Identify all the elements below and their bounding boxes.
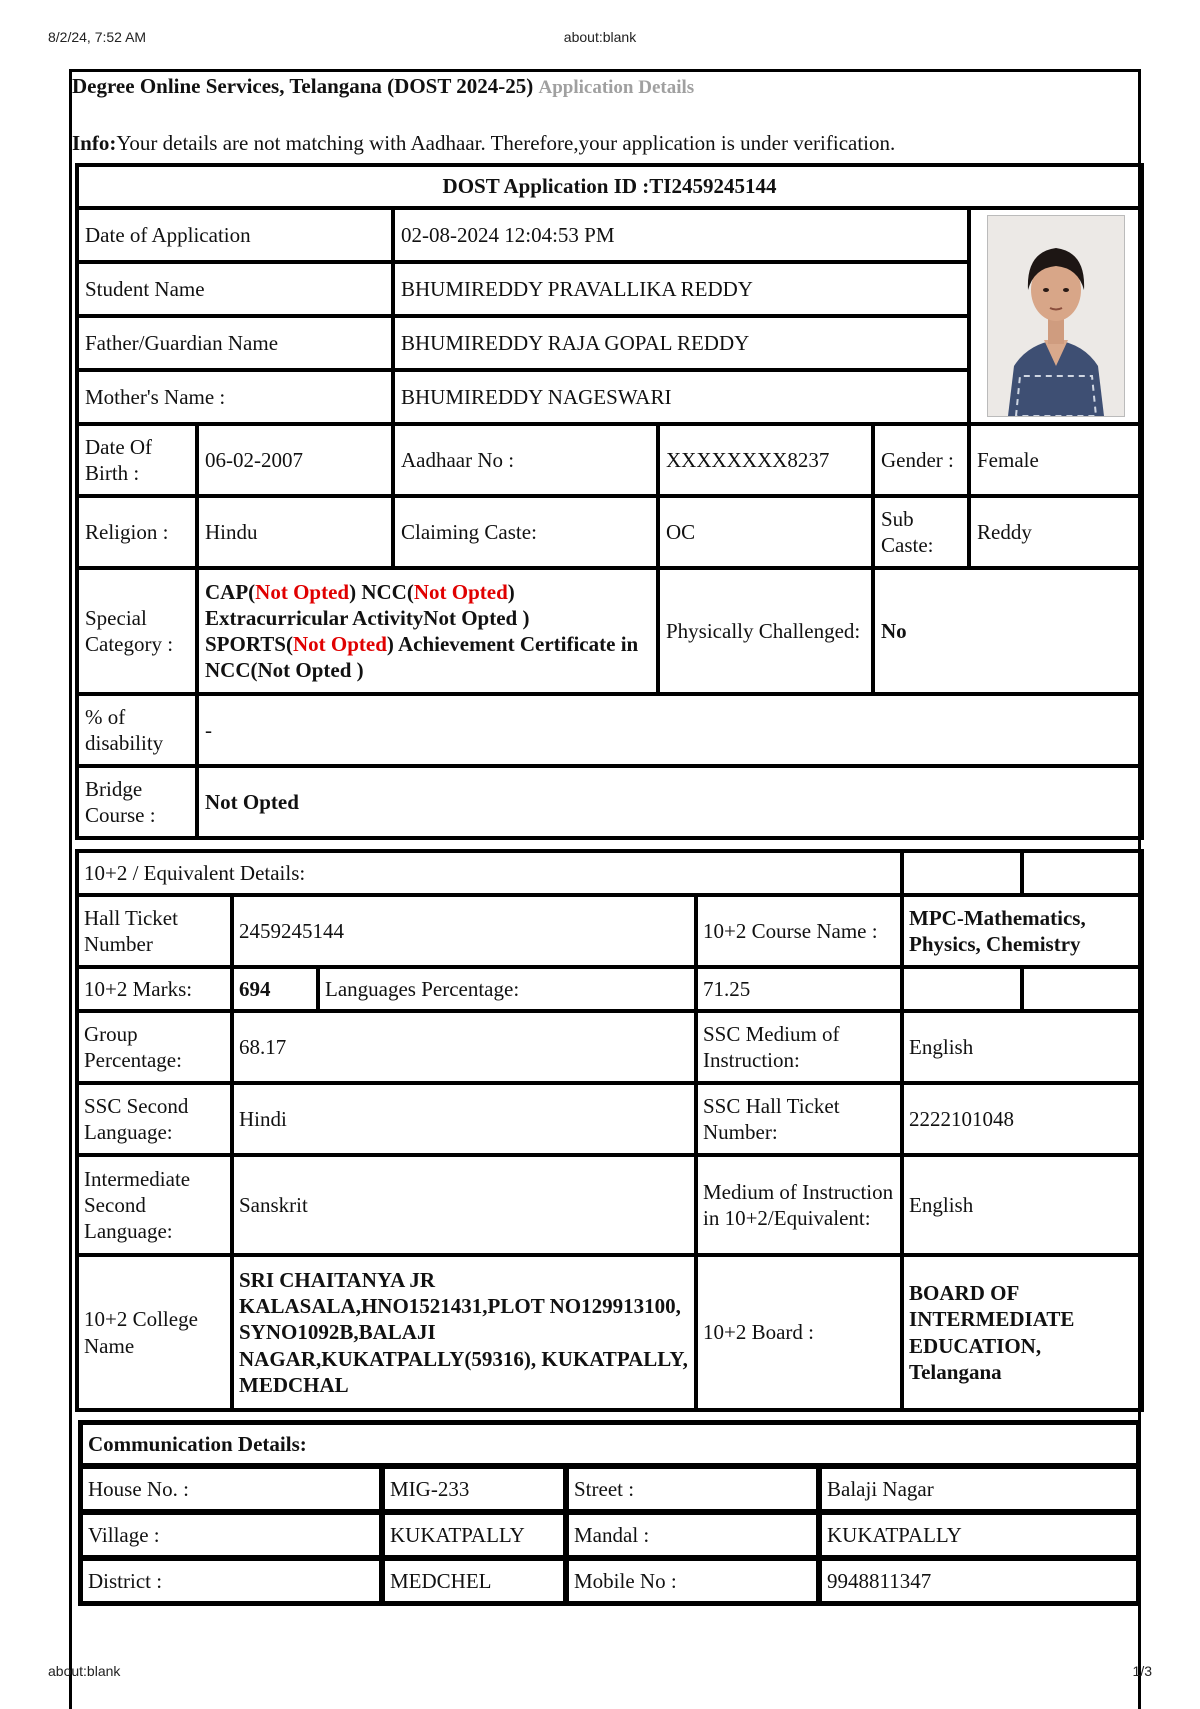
disability-label: % of disability — [77, 694, 197, 766]
hall-ticket-label: Hall Ticket Number — [77, 895, 232, 967]
medium-12-value: English — [902, 1155, 1142, 1255]
ssc-second-language-value: Hindi — [232, 1083, 696, 1155]
dob-label: Date Of Birth : — [77, 424, 197, 496]
district-label: District : — [80, 1558, 382, 1604]
physically-challenged-label: Physically Challenged: — [658, 568, 873, 694]
info-label: Info: — [72, 131, 117, 155]
browser-print-header — [48, 29, 1152, 49]
aadhaar-value: XXXXXXXX8237 — [658, 424, 873, 496]
religion-label: Religion : — [77, 496, 197, 568]
browser-print-footer — [48, 1663, 1152, 1683]
special-category-label: Special Category : — [77, 568, 197, 694]
village-label: Village : — [80, 1512, 382, 1558]
subcaste-value: Reddy — [969, 496, 1142, 568]
page-subtitle: Application Details — [538, 77, 695, 98]
photo-cell — [969, 208, 1142, 424]
disability-value: - — [197, 694, 1142, 766]
ncc-status: Not Opted — [413, 579, 508, 604]
board-value: BOARD OF INTERMEDIATE EDUCATION, Telangana — [902, 1255, 1142, 1410]
sports-status: Not Opted — [292, 632, 387, 656]
education-section-label: 10+2 / Equivalent Details: — [77, 851, 902, 895]
languages-percentage-value: 71.25 — [696, 967, 902, 1011]
ssc-medium-value: English — [902, 1011, 1142, 1083]
student-name-label: Student Name — [77, 262, 393, 316]
mandal-label: Mandal : — [566, 1512, 819, 1558]
ssc-medium-label: SSC Medium of Instruction: — [696, 1011, 902, 1083]
ssc-hall-ticket-label: SSC Hall Ticket Number: — [696, 1083, 902, 1155]
date-of-application-value: 02-08-2024 12:04:53 PM — [393, 208, 969, 262]
physically-challenged-value: No — [873, 568, 1142, 694]
info-message — [72, 131, 895, 156]
district-value: MEDCHEL — [382, 1558, 566, 1604]
print-url: about:blank — [563, 29, 637, 45]
application-details-table — [75, 163, 1144, 840]
ssc-hall-ticket-value: 2222101048 — [902, 1083, 1142, 1155]
empty-cell — [1022, 851, 1142, 895]
caste-value: OC — [658, 496, 873, 568]
aadhaar-label: Aadhaar No : — [393, 424, 658, 496]
group-percentage-label: Group Percentage: — [77, 1011, 232, 1083]
application-id: DOST Application ID :TI2459245144 — [77, 165, 1142, 208]
house-label: House No. : — [80, 1466, 382, 1512]
bridge-course-value: Not Opted — [197, 766, 1142, 838]
course-label: 10+2 Course Name : — [696, 895, 902, 967]
street-value: Balaji Nagar — [819, 1466, 1139, 1512]
footer-url: about:blank — [48, 1663, 121, 1679]
ssc-second-language-label: SSC Second Language: — [77, 1083, 232, 1155]
gender-value: Female — [969, 424, 1142, 496]
communication-details-table — [78, 1420, 1141, 1606]
gender-label: Gender : — [873, 424, 969, 496]
dob-value: 06-02-2007 — [197, 424, 393, 496]
student-photo — [987, 215, 1125, 417]
mobile-label: Mobile No : — [566, 1558, 819, 1604]
marks-label: 10+2 Marks: — [77, 967, 232, 1011]
empty-cell — [902, 851, 1022, 895]
empty-cell — [902, 967, 1022, 1011]
subcaste-label: Sub Caste: — [873, 496, 969, 568]
special-category-value: CAP(Not Opted) NCC(Not Opted) Extracurricular ActivityNot Opted ) SPORTS(Not Opted) Achievement Certificate in NCC(Not Opted ) — [197, 568, 658, 694]
medium-12-label: Medium of Instruction in 10+2/Equivalent: — [696, 1155, 902, 1255]
father-name-value: BHUMIREDDY RAJA GOPAL REDDY — [393, 316, 969, 370]
info-text: Your details are not matching with Aadhaar. Therefore,your application is under verification. — [116, 131, 896, 155]
education-details-table — [75, 849, 1144, 1412]
caste-label: Claiming Caste: — [393, 496, 658, 568]
mandal-value: KUKATPALLY — [819, 1512, 1139, 1558]
father-name-label: Father/Guardian Name — [77, 316, 393, 370]
page-title: Degree Online Services, Telangana (DOST 2024-25) Application Details — [72, 74, 695, 98]
religion-value: Hindu — [197, 496, 393, 568]
mother-name-value: BHUMIREDDY NAGESWARI — [393, 370, 969, 424]
languages-percentage-label: Languages Percentage: — [318, 967, 696, 1011]
street-label: Street : — [566, 1466, 819, 1512]
inter-second-language-value: Sanskrit — [232, 1155, 696, 1255]
mobile-value: 9948811347 — [819, 1558, 1139, 1604]
communication-section-label: Communication Details: — [80, 1422, 1139, 1466]
bridge-course-label: Bridge Course : — [77, 766, 197, 838]
student-name-value: BHUMIREDDY PRAVALLIKA REDDY — [393, 262, 969, 316]
hall-ticket-value: 2459245144 — [232, 895, 696, 967]
village-value: KUKATPALLY — [382, 1512, 566, 1558]
board-label: 10+2 Board : — [696, 1255, 902, 1410]
date-of-application-label: Date of Application — [77, 208, 393, 262]
group-percentage-value: 68.17 — [232, 1011, 696, 1083]
college-name-label: 10+2 College Name — [77, 1255, 232, 1410]
house-value: MIG-233 — [382, 1466, 566, 1512]
empty-cell — [1022, 967, 1142, 1011]
marks-value: 694 — [232, 967, 318, 1011]
course-value: MPC-Mathematics, Physics, Chemistry — [902, 895, 1142, 967]
inter-second-language-label: Intermediate Second Language: — [77, 1155, 232, 1255]
page-number: 1/3 — [1132, 1663, 1152, 1679]
cap-status: Not Opted — [255, 579, 350, 604]
mother-name-label: Mother's Name : — [77, 370, 393, 424]
print-datetime: 8/2/24, 7:52 AM — [48, 29, 147, 45]
college-name-value: SRI CHAITANYA JR KALASALA,HNO1521431,PLOT NO129913100, SYNO1092B,BALAJI NAGAR,KUKATPALLY(59316), KUKATPALLY, MEDCHAL — [232, 1255, 696, 1410]
